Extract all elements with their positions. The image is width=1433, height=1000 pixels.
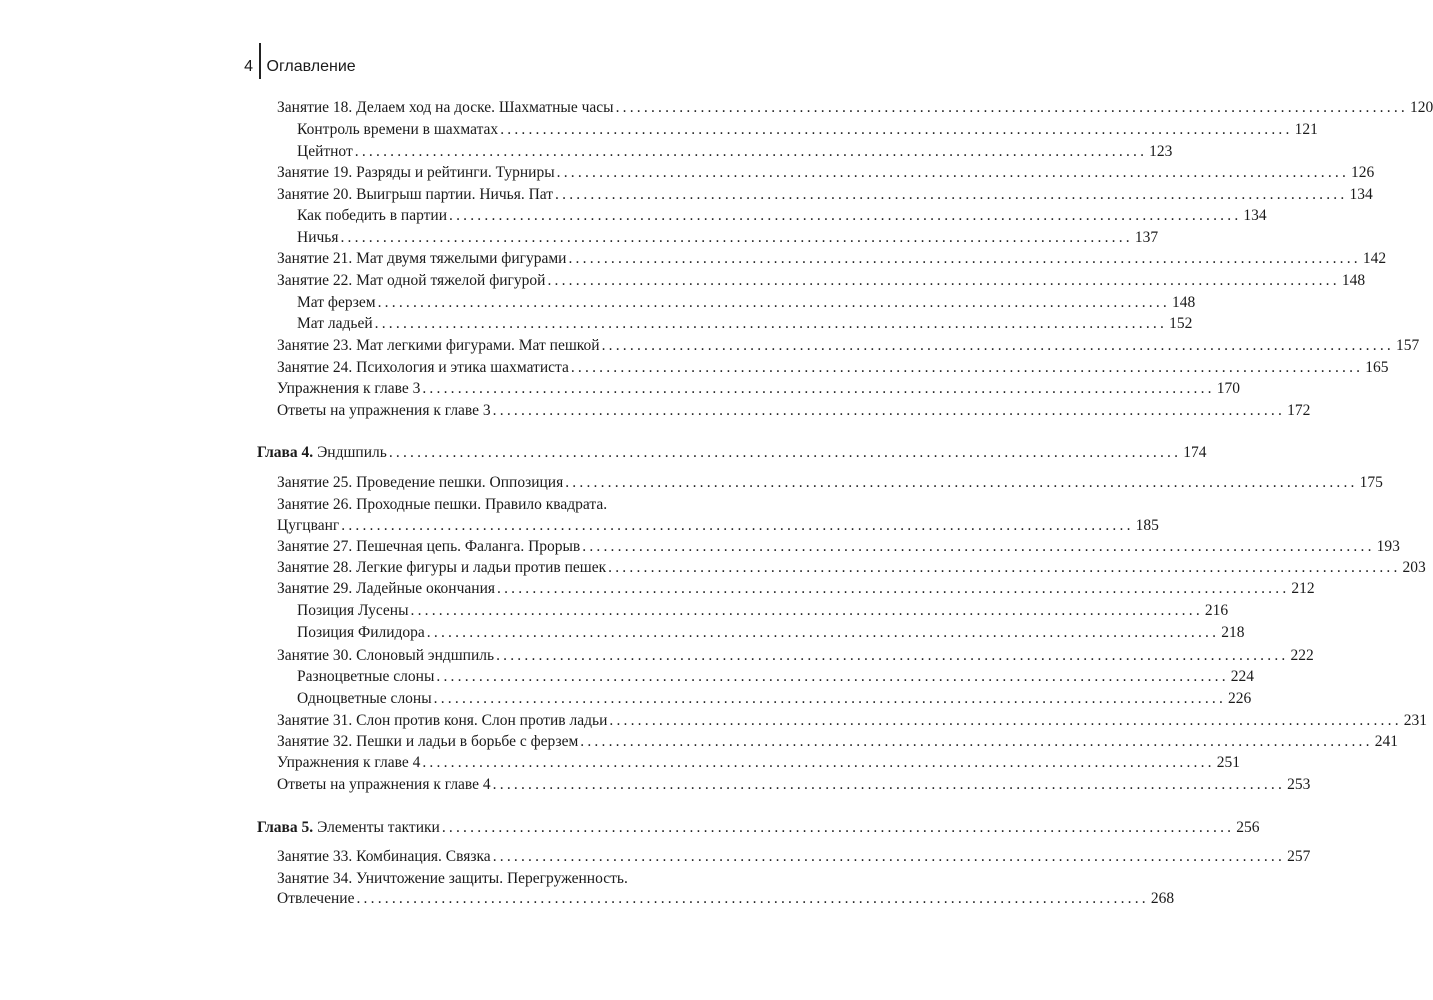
dot-leader: ................................................................................................................ [374,315,1168,332]
dot-leader: ................................................................................................................ [388,444,1182,461]
toc-entry-title: Занятие 22. Мат одной тяжелой фигурой [277,272,546,289]
chapter-title: Эндшпиль [313,444,387,461]
toc-entry[interactable] [297,205,1267,227]
toc-entry-title: Упражнения к главе 4 [277,754,421,771]
dot-leader: ................................................................................................................ [341,517,1134,534]
toc-entry[interactable] [277,846,1311,868]
toc-entry-page: 148 [1341,272,1366,289]
toc-entry-title: Ответы на упражнения к главе 3 [277,402,491,419]
toc-entry-page: 120 [1409,99,1433,116]
dot-leader: ................................................................................................................ [449,207,1242,224]
toc-entry-page: 253 [1287,776,1311,793]
dot-leader: ................................................................................................................ [500,121,1293,138]
toc-entry-title: Цейтнот [297,143,353,160]
toc-entry-page: 152 [1169,315,1193,332]
toc-entry[interactable] [277,536,1400,558]
toc-entry-title: Занятие 23. Мат легкими фигурами. Мат пешкой [277,337,600,354]
toc-entry-page: 157 [1395,337,1420,354]
toc-entry-title: Занятие 31. Слон против коня. Слон против ладьи [277,712,608,729]
toc-entry-title: Ответы на упражнения к главе 4 [277,776,491,793]
toc-entry-page: 148 [1172,294,1196,311]
toc-entry[interactable] [277,184,1373,206]
toc-entry-title: Занятие 28. Легкие фигуры и ладьи против пешек [277,559,607,576]
toc-entry-title: Занятие 19. Разряды и рейтинги. Турниры [277,164,555,181]
toc-chapter-entry[interactable] [257,442,1207,464]
toc-entry-title: Как победить в партии [297,207,447,224]
toc-entry-page: 134 [1243,207,1267,224]
toc-entry-page: 137 [1134,229,1159,246]
toc-entry[interactable] [277,774,1311,796]
toc-entry[interactable] [277,400,1311,422]
dot-leader: ................................................................................................................ [555,186,1348,203]
toc-entry-title: Занятие 21. Мат двумя тяжелыми фигурами [277,250,567,267]
dot-leader: ................................................................................................................ [436,668,1229,685]
toc-entry-page: 121 [1294,121,1318,138]
toc-entry[interactable] [277,710,1428,732]
toc-entry-page: 175 [1359,474,1383,491]
dot-leader: ................................................................................................................ [570,359,1364,376]
toc-entry[interactable] [277,97,1433,119]
toc-entry-title: Занятие 30. Слоновый эндшпиль [277,647,495,664]
dot-leader: ................................................................................................................ [565,474,1358,491]
toc-entry-page: 222 [1290,647,1314,664]
toc-entry-title: Одноцветные слоны [297,690,432,707]
dot-leader: ................................................................................................................ [568,250,1361,267]
toc-entry[interactable] [277,645,1314,667]
toc-entry-page: 216 [1204,602,1229,619]
toc-entry[interactable] [277,162,1375,184]
toc-entry-page: 226 [1228,690,1252,707]
toc-entry-title: Мат ферзем [297,294,376,311]
toc-entry-title: Упражнения к главе 3 [277,380,421,397]
toc-entry[interactable] [277,752,1240,774]
page-number: 4 [244,58,253,75]
toc-entry-title: Занятие 18. Делаем ход на доске. Шахматные часы [277,99,614,116]
toc-entry[interactable] [277,888,1175,910]
running-title: Оглавление [266,58,356,75]
toc-entry-page: 123 [1149,143,1173,160]
toc-entry-page: 224 [1230,668,1255,685]
toc-entry[interactable] [297,666,1255,688]
toc-entry-title: Цугцванг [277,517,340,534]
toc-entry-title: Разноцветные слоны [297,668,435,685]
toc-entry[interactable] [277,270,1366,292]
dot-leader: ................................................................................................................ [492,776,1286,793]
toc-entry-title: Занятие 33. Комбинация. Связка [277,848,491,865]
toc-entry-page: 193 [1376,538,1400,555]
toc-entry-title[interactable]: Занятие 34. Уничтожение защиты. Перегруженность. [277,870,628,887]
toc-entry[interactable] [297,141,1173,163]
toc-entry[interactable] [277,557,1426,579]
dot-leader: ................................................................................................................ [497,580,1290,597]
dot-leader: ................................................................................................................ [422,380,1215,397]
toc-entry[interactable] [277,515,1159,537]
toc-entry-page: 126 [1351,164,1375,181]
toc-entry-page: 170 [1216,380,1240,397]
toc-entry-title: Мат ладьей [297,315,373,332]
dot-leader: ................................................................................................................ [609,712,1402,729]
toc-entry-page: 172 [1287,402,1311,419]
chapter-title: Элементы тактики [313,819,440,836]
toc-entry-title: Занятие 32. Пешки и ладьи в борьбе с ферзем [277,733,579,750]
dot-leader: ................................................................................................................ [433,690,1227,707]
toc-entry[interactable] [297,622,1245,644]
toc-entry[interactable] [297,600,1229,622]
toc-entry-title: Занятие 24. Психология и этика шахматиста [277,359,569,376]
toc-entry-page: 268 [1150,890,1175,907]
toc-entry-title: Занятие 25. Проведение пешки. Оппозиция [277,474,564,491]
toc-entry-page: 218 [1221,624,1245,641]
dot-leader: ................................................................................................................ [441,819,1235,836]
dot-leader: ................................................................................................................ [556,164,1350,181]
dot-leader: ................................................................................................................ [580,733,1373,750]
toc-entry[interactable] [277,335,1420,357]
dot-leader: ................................................................................................................ [496,647,1289,664]
toc-entry[interactable] [277,378,1240,400]
dot-leader: ................................................................................................................ [608,559,1401,576]
toc-entry[interactable] [277,578,1315,600]
toc-entry[interactable] [297,227,1159,249]
toc-entry-page: 134 [1349,186,1373,203]
toc-entry-title [257,442,387,464]
dot-leader: ................................................................................................................ [582,538,1375,555]
dot-leader: ................................................................................................................ [422,754,1215,771]
toc-entry-page: 241 [1374,733,1398,750]
dot-leader: ................................................................................................................ [426,624,1220,641]
toc-entry-title: Ничья [297,229,339,246]
toc-entry-title[interactable]: Занятие 26. Проходные пешки. Правило квадрата. [277,496,608,513]
toc-entry[interactable] [277,731,1398,753]
toc-entry-page: 251 [1216,754,1240,771]
toc-entry[interactable] [297,313,1193,335]
toc-entry-page: 165 [1365,359,1389,376]
toc-entry[interactable] [277,248,1387,270]
dot-leader: ................................................................................................................ [410,602,1203,619]
toc-entry-title: Занятие 27. Пешечная цепь. Фаланга. Прорыв [277,538,581,555]
toc-entry-page: 174 [1183,444,1207,461]
toc-entry[interactable] [297,688,1252,710]
dot-leader: ................................................................................................................ [354,143,1148,160]
dot-leader: ................................................................................................................ [340,229,1133,246]
toc-entry-title: Отвлечение [277,890,355,907]
toc-entry-page: 257 [1287,848,1311,865]
dot-leader: ................................................................................................................ [547,272,1340,289]
toc-entry-title: Занятие 20. Выигрыш партии. Ничья. Пат [277,186,554,203]
toc-chapter-entry[interactable] [257,817,1260,839]
toc-entry-title: Позиция Лусены [297,602,409,619]
toc-entry-page: 256 [1236,819,1260,836]
toc-entry-page: 212 [1291,580,1315,597]
toc-entry-title: Позиция Филидора [297,624,425,641]
dot-leader: ................................................................................................................ [377,294,1170,311]
toc-entry-page: 203 [1402,559,1426,576]
toc-entry-title: Контроль времени в шахматах [297,121,499,138]
toc-entry-page: 231 [1403,712,1428,729]
toc-entry[interactable] [277,357,1389,379]
toc-entry[interactable] [277,472,1383,494]
toc-entry-page: 142 [1362,250,1387,267]
toc-entry-title: Занятие 29. Ладейные окончания [277,580,495,597]
chapter-label: Глава 5. [257,819,314,836]
dot-leader: ................................................................................................................ [615,99,1408,116]
chapter-label: Глава 4. [257,444,314,461]
dot-leader: ................................................................................................................ [356,890,1149,907]
toc-entry-title [257,817,440,839]
dot-leader: ................................................................................................................ [601,337,1394,354]
dot-leader: ................................................................................................................ [492,848,1286,865]
toc-entry[interactable] [297,119,1318,141]
toc-entry-page: 185 [1135,517,1159,534]
toc-entry[interactable] [297,292,1196,314]
dot-leader: ................................................................................................................ [492,402,1286,419]
